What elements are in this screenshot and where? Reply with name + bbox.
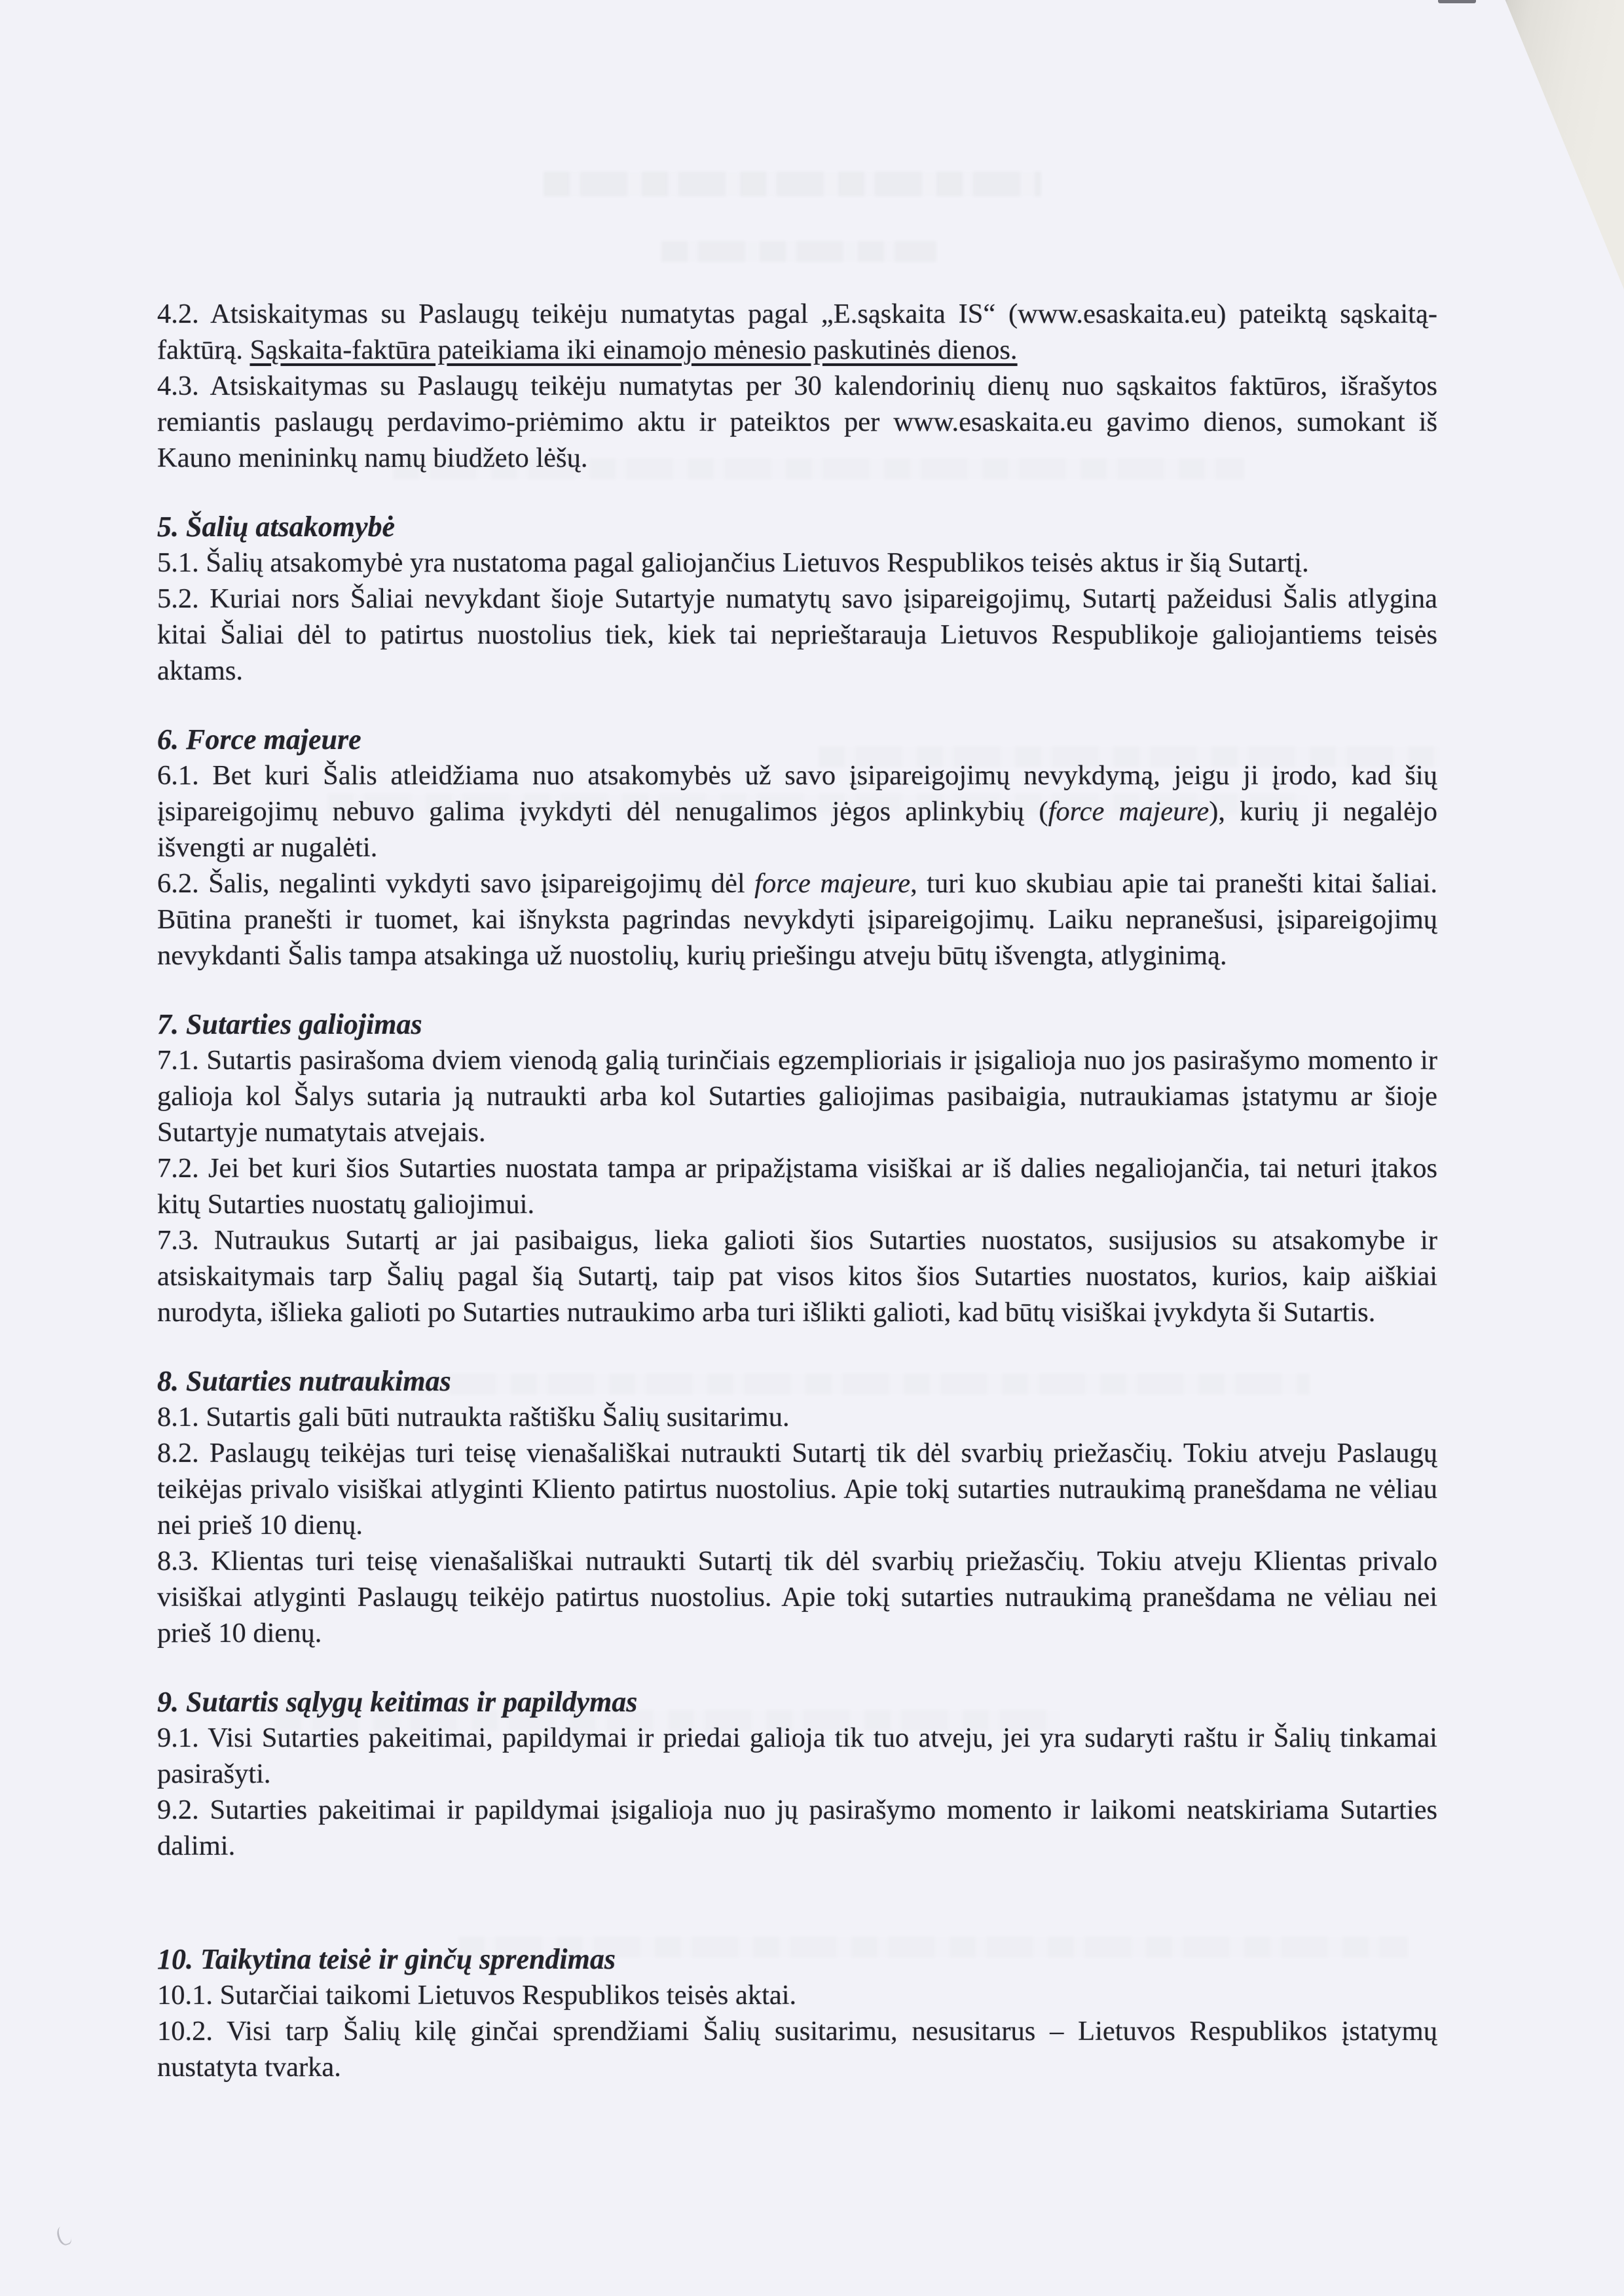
clause-4-2-text: 4.2. Atsiskaitymas su Paslaugų teikėju numatytas pagal „E.sąskaita IS“ (www.esaskaita.eu) pateiktą sąskaitą-faktūrą. bbox=[157, 299, 1437, 365]
clause-9-1: 9.1. Visi Sutarties pakeitimai, papildymai ir priedai galioja tik tuo atveju, jei yra sudaryti raštu ir Šalių tinkamai pasirašyti. bbox=[157, 1722, 1437, 1789]
clause-5-2: 5.2. Kuriai nors Šaliai nevykdant šioje Sutartyje numatytų savo įsipareigojimų, Sutartį pažeidusi Šalis atlygina kitai Šaliai dėl to patirtus nuostolius tiek, kiek tai neprieštarauja Lietuvos Respublikoje galiojantiems teisės aktams. bbox=[157, 583, 1437, 686]
clause-8-3: 8.3. Klientas turi teisę vienašališkai nutraukti Sutartį tik dėl svarbių priežasčių. Tokiu atveju Klientas privalo visiškai atlyginti Paslaugų teikėjo patirtus nuostolius. Apie tokį sutarties nutraukimą pranešdama ne vėliau nei prieš 10 dienų. bbox=[157, 1546, 1437, 1649]
clause-5-1: 5.1. Šalių atsakomybė yra nustatoma pagal galiojančius Lietuvos Respublikos teisės aktus ir šią Sutartį. bbox=[157, 547, 1309, 578]
section-7-heading: 7. Sutarties galiojimas bbox=[157, 1008, 422, 1040]
clause-10-1: 10.1. Sutarčiai taikomi Lietuvos Respublikos teisės aktai. bbox=[157, 1980, 797, 2011]
clause-4-2 bbox=[157, 296, 1437, 368]
section-5-heading: 5. Šalių atsakomybė bbox=[157, 511, 396, 543]
section-8-heading: 8. Sutarties nutraukimas bbox=[157, 1365, 451, 1397]
clause-6-2 bbox=[157, 866, 1437, 974]
clause-6-1 bbox=[157, 757, 1437, 866]
clause-10-2: 10.2. Visi tarp Šalių kilę ginčai sprendžiami Šalių susitarimu, nesusitarus – Lietuvos Respublikos įstatymų nustatyta tvarka. bbox=[157, 2016, 1437, 2083]
clause-6-1-text: ), kurių ji negalėjo išvengti ar nugalėti. bbox=[157, 796, 1438, 863]
force-majeure-term: force majeure bbox=[1048, 796, 1209, 827]
section-10-heading: 10. Taikytina teisė ir ginčų sprendimas bbox=[157, 1943, 616, 1975]
clause-7-2: 7.2. Jei bet kuri šios Sutarties nuostata tampa ar pripažįstama visiškai ar iš dalies negaliojančia, tai neturi įtakos kitų Sutarties nuostatų galiojimui. bbox=[157, 1153, 1437, 1220]
section-6-heading: 6. Force majeure bbox=[157, 723, 361, 756]
clause-6-1-text: 6.1. Bet kuri Šalis atleidžiama nuo atsakomybės už savo įsipareigojimų nevykdymą, jeigu ji įrodo, kad šių įsipareigojimų nebuvo galima įvykdyti dėl nenugalimos jėgos aplinkybių ( bbox=[157, 760, 1437, 827]
force-majeure-term: force majeure bbox=[754, 868, 911, 899]
pencil-squiggle-mark bbox=[55, 2225, 73, 2247]
clause-8-1: 8.1. Sutartis gali būti nutraukta raštišku Šalių susitarimu. bbox=[157, 1402, 790, 1432]
section-9-heading: 9. Sutartis sąlygų keitimas ir papildymas bbox=[157, 1686, 638, 1718]
clause-7-3: 7.3. Nutraukus Sutartį ar jai pasibaigus, lieka galioti šios Sutarties nuostatos, susijusios su atsakomybe ir atsiskaitymais tarp Šalių pagal šią Sutartį, taip pat visos kitos šios Sutarties nuostatos, kurios, kaip aiškiai nurodyta, išlieka galioti po Sutarties nutraukimo arba turi išlikti galioti, kad būtų visiškai įvykdyta ši Sutartis. bbox=[157, 1225, 1437, 1328]
clause-6-2-text: 6.2. Šalis, negalinti vykdyti savo įsipareigojimų dėl bbox=[157, 868, 755, 899]
clause-4-3: 4.3. Atsiskaitymas su Paslaugų teikėju numatytas per 30 kalendorinių dienų nuo sąskaitos faktūros, išrašytos remiantis paslaugų perdavimo-priėmimo aktu ir pateiktos per www.esaskaita.eu gavimo dienos, sumokant iš Kauno menininkų namų biudžeto lėšų. bbox=[157, 371, 1437, 473]
clause-4-2-underlined-sentence: Sąskaita-faktūra pateikiama iki einamojo mėnesio paskutinės dienos. bbox=[249, 335, 1018, 365]
clause-6-2-text: , turi kuo skubiau apie tai pranešti kitai šaliai. Būtina pranešti ir tuomet, kai išnyksta pagrindas nevykdyti įsipareigojimų. Laiku nepranešusi, įsipareigojimų nevykdanti Šalis tampa atsakinga už nuostolių, kurių priešingu atveju būtų išvengta, atlyginimą. bbox=[157, 868, 1438, 971]
clause-8-2: 8.2. Paslaugų teikėjas turi teisę vienašališkai nutraukti Sutartį tik dėl svarbių priežasčių. Tokiu atveju Paslaugų teikėjas privalo visiškai atlyginti Kliento patirtus nuostolius. Apie tokį sutarties nutraukimą pranešdama ne vėliau nei prieš 10 dienų. bbox=[157, 1438, 1437, 1540]
clause-7-1: 7.1. Sutartis pasirašoma dviem vienodą galią turinčiais egzemplioriais ir įsigalioja nuo jos pasirašymo momento ir galioja kol Šalys sutaria ją nutraukti arba kol Sutarties galiojimas pasibaigia, nutraukiamas įstatymu ar šioje Sutartyje numatytais atvejais. bbox=[157, 1045, 1437, 1148]
clause-9-2: 9.2. Sutarties pakeitimai ir papildymai įsigalioja nuo jų pasirašymo momento ir laikomi neatskiriama Sutarties dalimi. bbox=[157, 1795, 1437, 1861]
